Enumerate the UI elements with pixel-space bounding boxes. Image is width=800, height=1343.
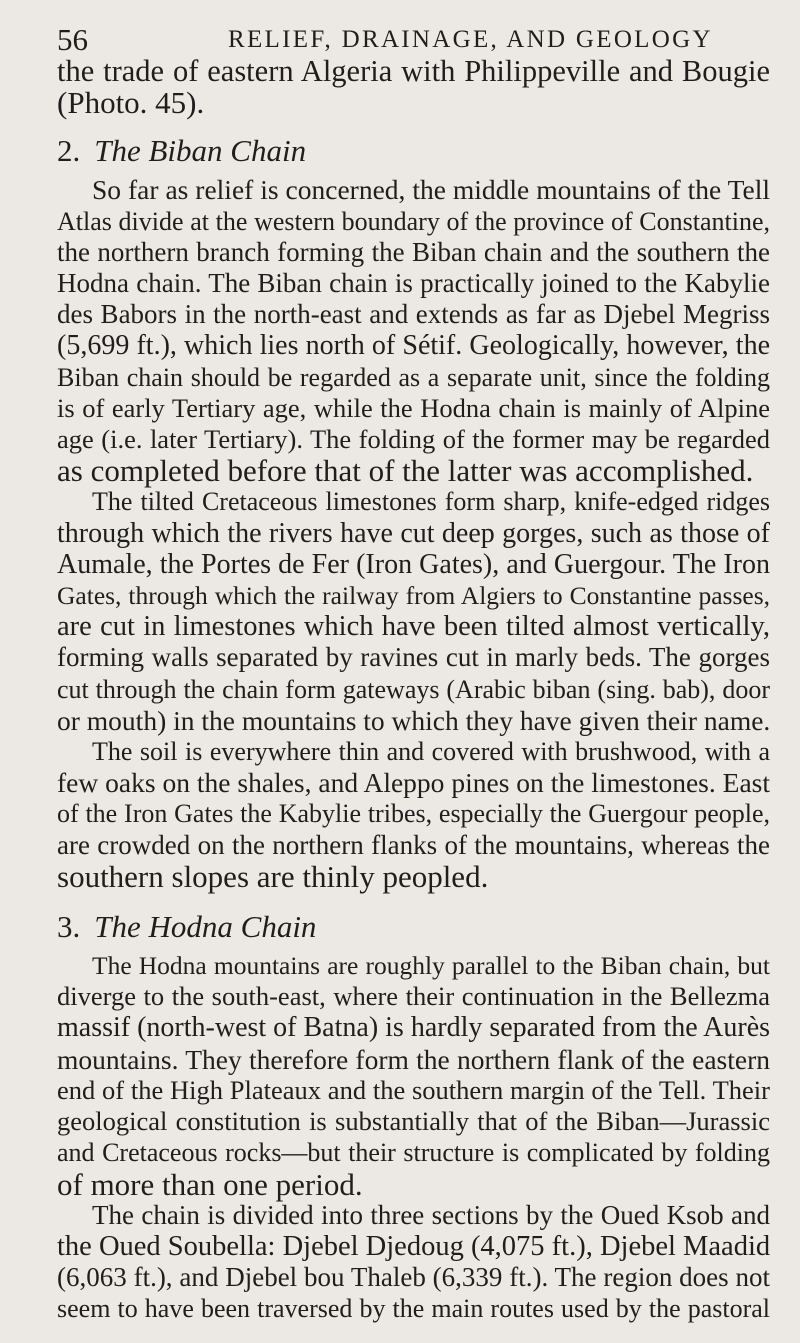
paragraph	[57, 950, 770, 1200]
text-line: through which the rivers have cut deep gorges, such as those of	[57, 517, 770, 549]
text-line: Biban chain should be regarded as a separate unit, since the folding	[57, 362, 770, 392]
text-line: The soil is everywhere thin and covered with brushwood, with a	[92, 737, 770, 767]
text-line: age (i.e. later Tertiary). The folding of the former may be regarded	[57, 424, 770, 455]
section-title: The Biban Chain	[94, 133, 307, 169]
section-heading-biban	[57, 128, 770, 174]
text-line: massif (north-west of Batna) is hardly separated from the Aurès	[57, 1012, 771, 1044]
text-line: The chain is divided into three sections by the Oued Ksob and	[92, 1199, 770, 1230]
text-line: The tilted Cretaceous limestones form sharp, knife-edged ridges	[92, 487, 770, 517]
text-line: or mouth) in the mountains to which they have given their name.	[57, 704, 771, 736]
text-line: southern slopes are thinly peopled.	[57, 858, 489, 894]
paragraph	[57, 174, 770, 489]
text-line: mountains. They therefore form the northern flank of the eastern	[57, 1043, 770, 1075]
running-head	[57, 14, 770, 66]
text-line: end of the High Plateaux and the southern margin of the Tell. Their	[57, 1074, 770, 1105]
text-line: of the Iron Gates the Kabylie tribes, especially the Guergour people,	[57, 799, 770, 829]
text-line: (6,063 ft.), and Djebel bou Thaleb (6,339 ft.). The region does not	[57, 1262, 770, 1293]
text-line: are crowded on the northern flanks of the mountains, whereas the	[57, 829, 770, 860]
section-title: The Hodna Chain	[94, 909, 317, 945]
text-line: The Hodna mountains are roughly parallel to the Biban chain, but	[92, 951, 770, 981]
text-line: Aumale, the Portes de Fer (Iron Gates), and Guergour. The Iron	[57, 548, 770, 580]
page-number: 56	[57, 22, 88, 57]
text-line: is of early Tertiary age, while the Hodna chain is mainly of Alpine	[57, 392, 770, 423]
section-number: 3.	[57, 909, 81, 945]
text-line: Gates, through which the railway from Algiers to Constantine passes,	[57, 581, 770, 611]
text-line: seem to have been traversed by the main routes used by the pastoral	[57, 1294, 770, 1324]
text-line: forming walls separated by ravines cut in marly beds. The gorges	[57, 642, 770, 673]
text-line: and Cretaceous rocks—but their structure is complicated by folding	[57, 1138, 770, 1168]
text-line: Hodna chain. The Biban chain is practically joined to the Kabylie	[57, 268, 770, 299]
text-line: (5,699 ft.), which lies north of Sétif. Geologically, however, the	[57, 330, 770, 362]
text-line: the northern branch forming the Biban chain and the southern the	[57, 236, 770, 267]
text-line: des Babors in the north-east and extends as far as Djebel Megriss	[57, 299, 770, 330]
text-line: Atlas divide at the western boundary of the province of Constantine,	[57, 206, 770, 236]
paragraph	[57, 736, 770, 892]
text-line: few oaks on the shales, and Aleppo pines on the limestones. East	[57, 767, 770, 799]
running-title: RELIEF, DRAINAGE, AND GEOLOGY	[228, 26, 713, 53]
text-line: are cut in limestones which have been tilted almost vertically,	[57, 611, 770, 643]
section-number: 2.	[57, 133, 81, 169]
text-line: the Oued Soubella: Djebel Djedoug (4,075 ft.), Djebel Maadid	[57, 1230, 771, 1262]
text-line: as completed before that of the latter was accomplished.	[57, 453, 754, 489]
text-line: diverge to the south-east, where their continuation in the Bellezma	[57, 981, 770, 1012]
text-line: (Photo. 45).	[57, 85, 205, 121]
section-heading-hodna	[57, 904, 770, 950]
text-line: of more than one period.	[57, 1166, 363, 1202]
text-line: cut through the chain form gateways (Arabic biban (sing. bab), door	[57, 674, 770, 704]
text-line: geological constitution is substantially that of the Biban—Jurassic	[57, 1106, 770, 1137]
text-line: the trade of eastern Algeria with Philippeville and Bougie	[57, 54, 770, 88]
text-line: So far as relief is concerned, the middle mountains of the Tell	[92, 174, 770, 206]
paragraph	[57, 486, 770, 736]
paragraph	[57, 1200, 770, 1325]
